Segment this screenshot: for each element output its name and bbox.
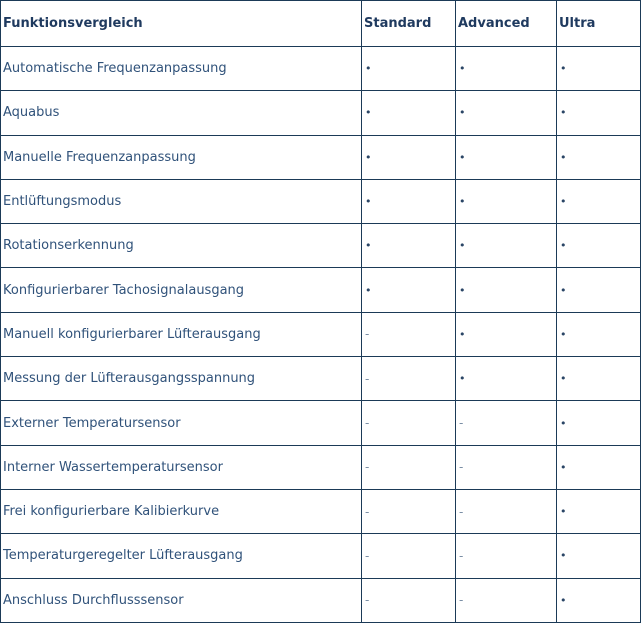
advanced-mark: - [456, 489, 557, 533]
feature-name: Interner Wassertemperatursensor [1, 445, 362, 489]
ultra-mark: • [557, 357, 641, 401]
table-row [1, 357, 641, 401]
standard-mark: - [362, 578, 456, 622]
advanced-mark: • [456, 224, 557, 268]
header-standard: Standard [362, 1, 456, 47]
table-row [1, 179, 641, 223]
advanced-mark: • [456, 47, 557, 91]
table-row [1, 578, 641, 622]
standard-mark: - [362, 534, 456, 578]
feature-name: Manuelle Frequenzanpassung [1, 135, 362, 179]
standard-mark: - [362, 357, 456, 401]
table-row [1, 268, 641, 312]
table-row [1, 135, 641, 179]
advanced-mark: • [456, 135, 557, 179]
standard-mark: - [362, 489, 456, 533]
advanced-mark: - [456, 445, 557, 489]
advanced-mark: • [456, 312, 557, 356]
ultra-mark: • [557, 268, 641, 312]
ultra-mark: • [557, 312, 641, 356]
standard-mark: - [362, 312, 456, 356]
table-row [1, 489, 641, 533]
feature-name: Messung der Lüfterausgangsspannung [1, 357, 362, 401]
header-ultra: Ultra [557, 1, 641, 47]
header-advanced: Advanced [456, 1, 557, 47]
table-row [1, 312, 641, 356]
feature-name: Entlüftungsmodus [1, 179, 362, 223]
table-row [1, 401, 641, 445]
ultra-mark: • [557, 224, 641, 268]
ultra-mark: • [557, 47, 641, 91]
table-header-row [1, 1, 641, 47]
feature-name: Externer Temperatursensor [1, 401, 362, 445]
feature-name: Automatische Frequenzanpassung [1, 47, 362, 91]
standard-mark: • [362, 135, 456, 179]
ultra-mark: • [557, 578, 641, 622]
feature-name: Aquabus [1, 91, 362, 135]
feature-name: Rotationserkennung [1, 224, 362, 268]
ultra-mark: • [557, 179, 641, 223]
standard-mark: • [362, 179, 456, 223]
advanced-mark: - [456, 401, 557, 445]
header-feature: Funktionsvergleich [1, 1, 362, 47]
feature-name: Konfigurierbarer Tachosignalausgang [1, 268, 362, 312]
standard-mark: - [362, 445, 456, 489]
feature-name: Anschluss Durchflusssensor [1, 578, 362, 622]
ultra-mark: • [557, 91, 641, 135]
ultra-mark: • [557, 489, 641, 533]
ultra-mark: • [557, 401, 641, 445]
advanced-mark: • [456, 357, 557, 401]
table-body [1, 47, 641, 623]
standard-mark: - [362, 401, 456, 445]
table-row [1, 445, 641, 489]
advanced-mark: • [456, 179, 557, 223]
standard-mark: • [362, 268, 456, 312]
table-row [1, 224, 641, 268]
feature-name: Frei konfigurierbare Kalibierkurve [1, 489, 362, 533]
ultra-mark: • [557, 135, 641, 179]
advanced-mark: - [456, 534, 557, 578]
standard-mark: • [362, 47, 456, 91]
table-row [1, 47, 641, 91]
standard-mark: • [362, 224, 456, 268]
advanced-mark: - [456, 578, 557, 622]
feature-name: Manuell konfigurierbarer Lüfterausgang [1, 312, 362, 356]
advanced-mark: • [456, 268, 557, 312]
feature-name: Temperaturgeregelter Lüfterausgang [1, 534, 362, 578]
ultra-mark: • [557, 534, 641, 578]
standard-mark: • [362, 91, 456, 135]
table-row [1, 91, 641, 135]
table-row [1, 534, 641, 578]
advanced-mark: • [456, 91, 557, 135]
ultra-mark: • [557, 445, 641, 489]
